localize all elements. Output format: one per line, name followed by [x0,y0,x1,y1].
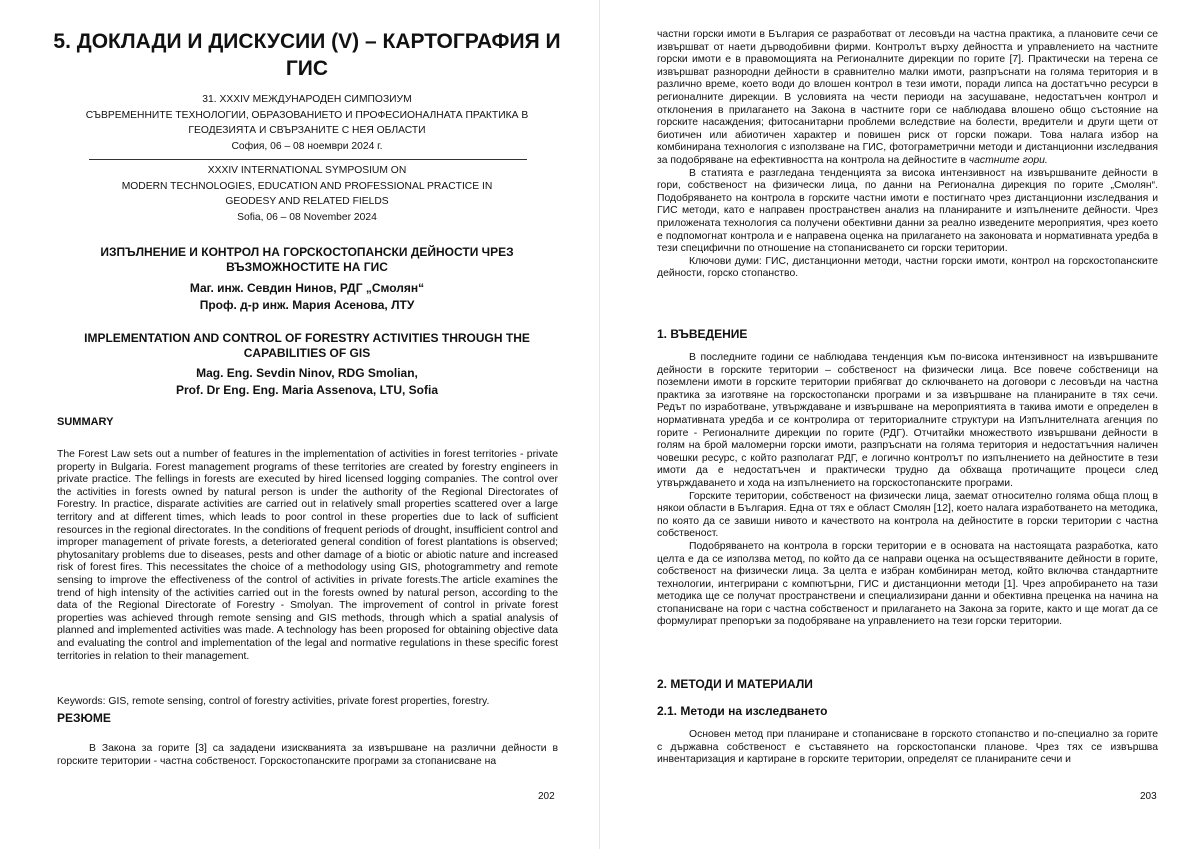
keywords-en: Keywords: GIS, remote sensing, control of forestry activities, private forest properties, forestry. [57,696,490,707]
header-divider [89,159,527,160]
symposium-en-line: MODERN TECHNOLOGIES, EDUCATION AND PROFESSIONAL PRACTICE IN [121,180,493,192]
symposium-en-date: Sofia, 06 – 08 November 2024 [237,211,377,223]
symposium-en-line: GEODESY AND RELATED FIELDS [225,196,389,207]
symposium-header-bg [60,92,554,154]
right-page [600,0,1200,849]
page-number: 202 [538,791,555,802]
abstract-continuation [657,29,1158,281]
summary-heading: SUMMARY [57,416,114,428]
page-number: 203 [1140,791,1157,802]
abstract-text: частни горски имоти в България се разработват от лесовъди на частна практика, а плановите сечи се извършват от наети дърводобивни фирми. Контролът върху дейността и управлението на частните горски имоти е в правомощията на Регионалните дирекции по горите [7]. Практически на терена се извършват разнородни дейности в сравнително малки имоти, разпръснати на голяма територия и в различно време, което води до влошен контрол в тези имоти, поради липса на достатъчно ресурси в регионалните дирекции. В условията на чести периоди на засушаване, недостатъчен контрол и отклонения в прилагането на Закона в частните гори се наблюдава влошено общо състояние на горските насаждения; фитосанитарни проблеми вследствие на болести, вредители и други щети от биотичен или абиотичен характер и повишен риск от горски пожари. Това налага избор на комбинирана технология с използване на ГИС, фотограметрични методи и дистанционни изследвания за подобряване на ефективността на контрола на дейностите в [657,29,1158,166]
section-2-1-paragraph: Основен метод при планиране и стопанисване в горското стопанство и по-специално за горите с държавна собственост е съставянето на горскостопански планове. Чрез тях се извършва инвентаризация и картиране в горските територии, определят се планираните сечи и [657,729,1158,766]
section-1-heading: 1. ВЪВЕДЕНИЕ [657,327,748,341]
symposium-en-line: XXXIV INTERNATIONAL SYMPOSIUM ON [207,165,407,176]
chapter-heading: 5. ДОКЛАДИ И ДИСКУСИИ (V) – КАРТОГРАФИЯ И ГИС [53,30,561,80]
section-2-1-heading: 2.1. Методи на изследването [657,704,828,718]
author-bg-1: Маг. инж. Севдин Нинов, РДГ „Смолян“ [189,281,425,295]
resume-heading: РЕЗЮМЕ [57,711,111,725]
paper-title-bg: ИЗПЪЛНЕНИЕ И КОНТРОЛ НА ГОРСКОСТОПАНСКИ ДЕЙНОСТИ ЧРЕЗ ВЪЗМОЖНОСТИТЕ НА ГИС [100,245,514,274]
section-2-1-body [657,729,1158,767]
keywords-bg: Ключови думи: ГИС, дистанционни методи, частни горски имоти, контрол на горскостопанските дейности, горско стопанство. [657,255,1158,280]
section-1-paragraph: Горските територии, собственост на физически лица, заемат относително голяма обща площ в някои области в България. Една от тях е област Смолян [12], което налага изработването на методика, по която да се завиши нивото и качеството на контрола на дейностите в горски територии с частна собственост. [657,490,1158,540]
section-1-paragraph: Подобряването на контрола в горски територии е в основата на настоящата разработка, като целта е да се използва метод, по който да се направи оценка на осъществяваните дейности в горите, собственост на физически лица. За целта е избран комбиниран метод, който включва стандартните технологии, интегрирани с компютърни, ГИС и дистанционни методи [1]. Чрез апробирането на тази методика ще се получат пространствени и специализирани данни и обективна преценка на начина на стопанисване на гори с частна собственост и прилагането на Закона за горите, както и ще могат да се формулират препоръки за подобряване на управлението на тези горски територии. [657,540,1158,628]
abstract-paragraph [657,29,1158,168]
section-2-heading: 2. МЕТОДИ И МАТЕРИАЛИ [657,677,813,691]
section-1-body [657,352,1158,629]
section-1-paragraph: В последните години се наблюдава тенденция към по-висока интензивност на извършваните дейности в горските територии – собственост на физически лица. Все повече собственици на поземлени имоти в горските територии прибягват до сключването на договори с лесовъди на частна практика за изготвяне на горскостопански програми и за извършване на планираните в тях сечи. Редът по изработване, утвърждаване и извършване на мероприятията в такива имоти е определен в нормативната уредба и се контролира от териториалните структури на Изпълнителната агенция по горите - Регионалните дирекции по горите (РДГ). Отчитайки множеството извършвани дейности в голям на брой маломерни горски имоти, разпръснати на голяма територия и недостатъчния наличен човешки ресурс, с който разполагат РДГ, е логично контролът по изпълнението на дейностите в тези имоти да е недостатъчен и практически трудно да обхваща протичащите процеси след утвърждаването и хода на изпълнението на горскостопанските програми. [657,352,1158,489]
symposium-bg-line: 31. XXXIV МЕЖДУНАРОДЕН СИМПОЗИУМ [202,94,412,105]
symposium-bg-line: ГЕОДЕЗИЯТА И СВЪРЗАНИТЕ С НЕЯ ОБЛАСТИ [188,125,426,136]
abstract-paragraph-2: В статията е разгледана тенденцията за висока интензивност на извършваните дейности в гори, собственост на физически лица, по данни на Регионална дирекция по горите „Смолян“. Подобряването на контрола в горските частни имоти е постигнато чрез дистанционни изследвания и ГИС методи, като е направен пространствен анализ на планираните и изпълнените дейности. Чрез приложената технология са получени обективни данни за реално изведените мероприятия, чрез което е подпомогнат контрола и е направена оценка на прилагането на законовата и нормативната уредба в тези специфични по отношение на стопанисването си горски територии. [657,167,1158,255]
resume-body [57,743,558,768]
summary-body [57,449,558,663]
resume-paragraph: В Закона за горите [3] са зададени изискванията за извършване на различни дейности в горските територии - частна собственост. Горскостопанските програми за стопанисване на [57,743,558,767]
symposium-bg-date: София, 06 – 08 ноември 2024 г. [231,140,383,152]
symposium-header-en [60,163,554,225]
author-bg-2: Проф. д-р инж. Мария Асенова, ЛТУ [199,298,415,312]
summary-paragraph: The Forest Law sets out a number of features in the implementation of activities in forest territories - private property in Bulgaria. Forest management programs of these territories are created by forestry engineers in private practice. The fellings in forests are executed by hired licensed logging companies. The control over the activities in forests owned by natural person is under the authority of the Regional Directorates of Forestry. In practice, disparate activities are carried out in relatively small properties scattered over a large territory and at different times, which leads to poor control in these properties due to lack of sufficient resources in the regional directorates. In the conditions of frequent periods of drought, insufficient control and improper management of private forests, a deteriorated general condition of forest plantations is observed; phytosanitary problems due to diseases, pests and other damage of a biotic or abiotic nature and increased risk of forest fires. This necessitates the choice of a methodology using GIS, photogrammetry and remote sensing to improve the effectiveness of the control of activities in private forests.The article examines the trend of high intensity of the activities carried out in the forests owned by natural person, according to the data of the Regional Directorate of Forestry - Smolyan. The improvement of control in private forest properties was achieved through remote sensing and GIS methods, through which a spatial analysis of planned and implemented activities was made. A technology has been proposed for obtaining objective data and evaluating the control and implementation of the legal and normative regulations in these specific forest territories in relation to their management. [57,449,558,662]
author-en-1: Mag. Eng. Sevdin Ninov, RDG Smolian, [196,366,418,380]
paper-title-en: IMPLEMENTATION AND CONTROL OF FORESTRY ACTIVITIES THROUGH THE CAPABILITIES OF GIS [84,331,530,360]
author-en-2: Prof. Dr Eng. Eng. Maria Assenova, LTU, Sofia [175,383,439,397]
symposium-bg-line: СЪВРЕМЕННИТЕ ТЕХНОЛОГИИ, ОБРАЗОВАНИЕТО И ПРОФЕСИОНАЛНАТА ПРАКТИКА В [85,109,529,121]
abstract-italic-text: частните гори. [968,154,1048,166]
